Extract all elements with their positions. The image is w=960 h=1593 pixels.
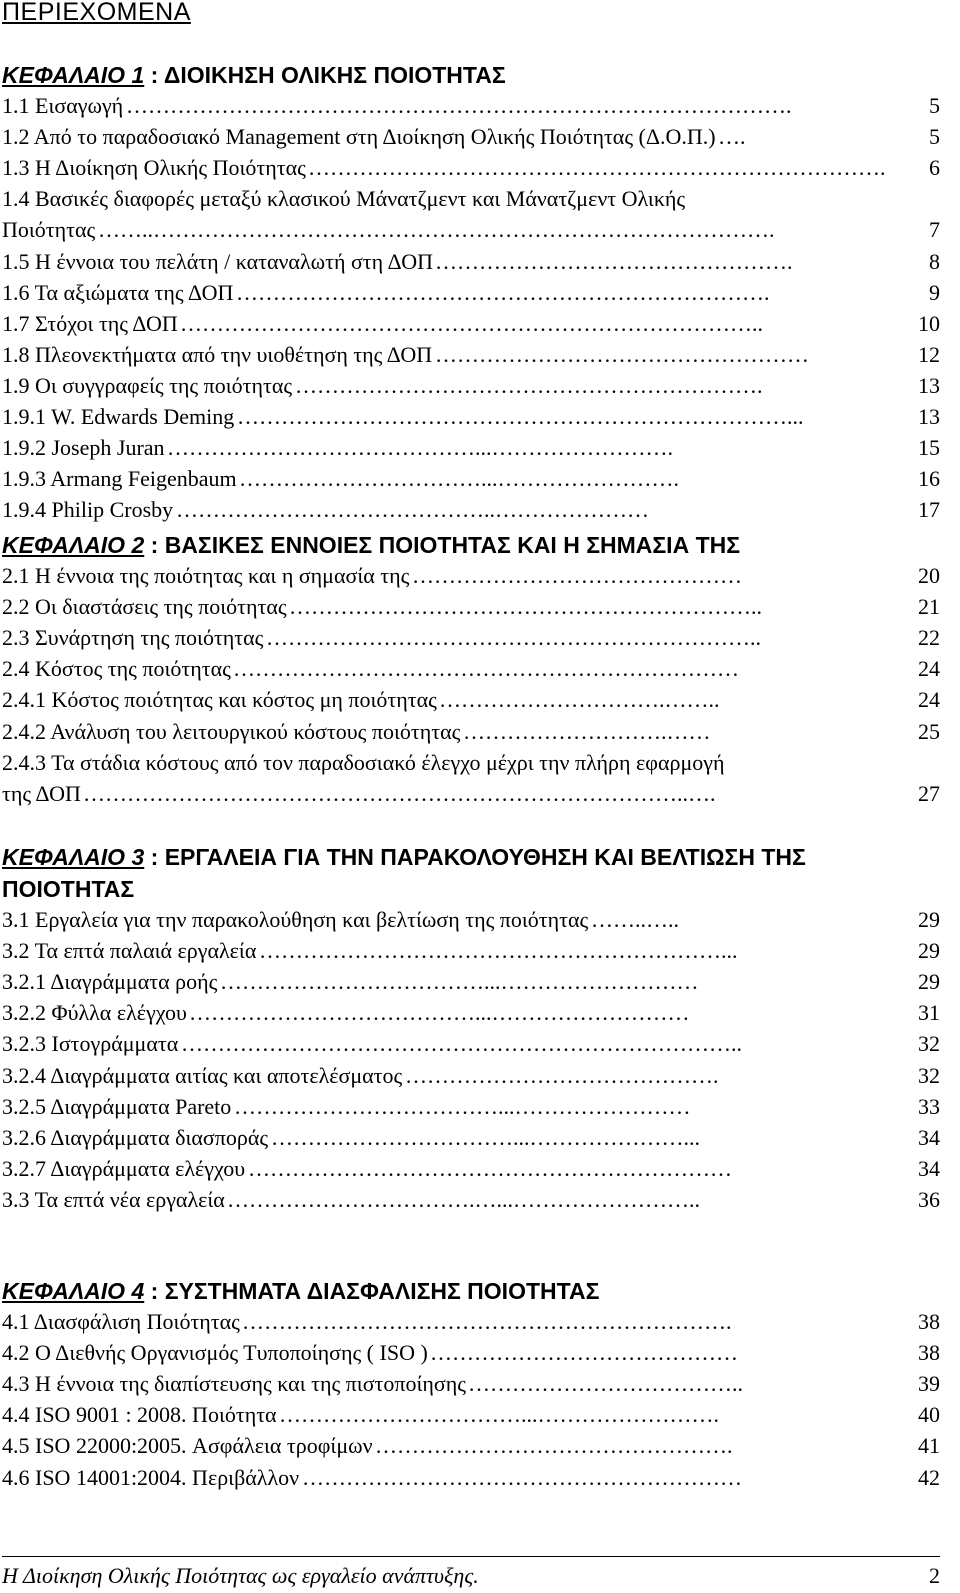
toc-leader-dots: …. — [718, 124, 746, 150]
toc-leader-dots: …………………………….…...…………………….. — [227, 1186, 700, 1212]
toc-page-number: 29 — [914, 935, 940, 966]
toc-entry[interactable] — [2, 1122, 940, 1153]
toc-entry[interactable] — [2, 716, 940, 747]
toc-leader-dots: ………………………………………………………….. — [266, 625, 761, 651]
toc-entry-text: 4.5 ISO 22000:2005. Ασφάλεια τροφίμων — [2, 1433, 373, 1459]
toc-page-number: 38 — [914, 1337, 940, 1368]
toc-entry[interactable] — [2, 1091, 940, 1122]
toc-leader-dots: ……………………………...……………………. — [239, 466, 679, 492]
toc-entry-text: 1.5 Η έννοια του πελάτη / καταναλωτή στη ΔΟΠ — [2, 248, 433, 274]
toc-title: ΠΕΡΙΕΧΟΜΕΝΑ — [2, 0, 191, 26]
toc-entry[interactable] — [2, 370, 940, 401]
toc-entry-text: 1.9.4 Philip Crosby — [2, 497, 174, 523]
toc-leader-dots: ………………………………………………………… — [248, 1155, 732, 1181]
toc-leader-dots: ………………………………...…………………… — [234, 1093, 691, 1119]
toc-page-number: 42 — [914, 1462, 940, 1493]
toc-page-number: 34 — [914, 1153, 940, 1184]
toc-entry[interactable] — [2, 1337, 940, 1368]
toc-page-number: 41 — [914, 1430, 940, 1461]
toc-entry-text: 3.2.3 Ιστογράμματα — [2, 1031, 179, 1057]
toc-leader-dots: ……………………………………...……………………. — [167, 435, 673, 461]
chapter-title: : ΣΥΣΤΗΜΑΤΑ ΔΙΑΣΦΑΛΙΣΗΣ ΠΟΙΟΤΗΤΑΣ — [144, 1278, 600, 1304]
toc-entry-text: 3.2.6 Διαγράμματα διασποράς — [2, 1124, 269, 1150]
toc-entry[interactable] — [2, 214, 940, 245]
toc-entry[interactable] — [2, 246, 940, 277]
toc-leader-dots: …………………………………………………………………….. — [180, 310, 763, 336]
toc-entry-text: 2.4.3 Τα στάδια κόστους από τον παραδοσιακό έλεγχο μέχρι την πλήρη εφαρμογή — [2, 749, 725, 775]
toc-page-number: 33 — [914, 1091, 940, 1122]
toc-page-number: 15 — [914, 432, 940, 463]
toc-entry[interactable] — [2, 401, 940, 432]
toc-leader-dots: …………………………………………. — [435, 248, 793, 274]
toc-page-number: 22 — [914, 622, 940, 653]
toc-page-number: 21 — [914, 591, 940, 622]
toc-entry-text: 3.2.4 Διαγράμματα αιτίας και αποτελέσματος — [2, 1062, 403, 1088]
toc-entry[interactable] — [2, 591, 940, 622]
toc-page-number: 17 — [914, 494, 940, 525]
toc-entry-text: 2.2 Οι διαστάσεις της ποιότητας — [2, 594, 287, 620]
footer-text: Η Διοίκηση Ολικής Ποιότητας ως εργαλείο ανάπτυξης. — [2, 1563, 479, 1588]
toc-page-number: 6 — [925, 152, 940, 183]
toc-page-number: 8 — [925, 246, 940, 277]
toc-leader-dots: ………………………………………………………... — [259, 938, 738, 964]
toc-entry-text: 1.1 Εισαγωγή — [2, 93, 124, 118]
toc-entry[interactable] — [2, 339, 940, 370]
toc-entry-text: 3.2.1 Διαγράμματα ροής — [2, 969, 218, 995]
toc-entry[interactable] — [2, 1060, 940, 1091]
toc-leader-dots: ………………………………………………………………………..…. — [83, 780, 716, 806]
chapter-title: : ΒΑΣΙΚΕΣ ΕΝΝΟΙΕΣ ΠΟΙΟΤΗΤΑΣ ΚΑΙ Η ΣΗΜΑΣΙΑ ΤΗΣ — [144, 532, 741, 558]
toc-page-number: 24 — [914, 684, 940, 715]
toc-leader-dots: ………………………….…….. — [439, 687, 720, 713]
toc-entry[interactable] — [2, 997, 940, 1028]
toc-entry[interactable] — [2, 778, 940, 809]
toc-leader-dots: …………………………………………………………. — [242, 1309, 732, 1334]
toc-entry-text: 3.3 Τα επτά νέα εργαλεία — [2, 1186, 225, 1212]
toc-page-number: 32 — [914, 1060, 940, 1091]
toc-page-number: 5 — [925, 121, 940, 152]
toc-leader-dots: ……………………………………………………………………. — [308, 155, 886, 181]
toc-leader-dots: ………………………………...……………………… — [220, 969, 699, 995]
toc-leader-dots: ……..….. — [591, 907, 679, 932]
chapter-title: : ΕΡΓΑΛΕΙΑ ΓΙΑ ΤΗΝ ΠΑΡΑΚΟΛΟΥΘΗΣΗ ΚΑΙ ΒΕΛΤΙΩΣΗ ΤΗΣ ΠΟΙΟΤΗΤΑΣ — [2, 844, 806, 902]
toc-entry[interactable] — [2, 1462, 940, 1493]
toc-page-number: 25 — [914, 716, 940, 747]
toc-entry-text: 3.1 Εργαλεία για την παρακολούθηση και βελτίωση της ποιότητας — [2, 907, 589, 932]
toc-entry[interactable] — [2, 622, 940, 653]
toc-page-number: 20 — [914, 560, 940, 591]
chapter-heading — [2, 529, 942, 561]
toc-entry-text: 4.4 ISO 9001 : 2008. Ποιότητα — [2, 1402, 277, 1428]
toc-entry[interactable] — [2, 183, 940, 214]
toc-page-number: 16 — [914, 463, 940, 494]
toc-page-number: 31 — [914, 997, 940, 1028]
toc-entry-text: της ΔΟΠ — [2, 780, 81, 806]
toc-entry-text: 2.3 Συνάρτηση της ποιότητας — [2, 625, 264, 651]
toc-leader-dots: ………………………………………………………………….. — [181, 1031, 742, 1057]
toc-entry[interactable] — [2, 277, 940, 308]
toc-entry[interactable] — [2, 121, 940, 152]
toc-entry[interactable] — [2, 1184, 940, 1215]
toc-page-number: 40 — [914, 1399, 940, 1430]
toc-entry-text: 2.1 Η έννοια της ποιότητας και η σημασία της — [2, 563, 410, 588]
toc-entry[interactable] — [2, 684, 940, 715]
chapter-heading — [2, 59, 942, 91]
toc-entry-text: 4.3 Η έννοια της διαπίστευσης και της πιστοποίησης — [2, 1371, 466, 1397]
toc-entry-text: 1.9.1 W. Edwards Deming — [2, 404, 235, 429]
toc-entry-text: 4.6 ISO 14001:2004. Περιβάλλον — [2, 1464, 300, 1490]
toc-entry[interactable] — [2, 904, 940, 935]
toc-page-number: 5 — [925, 90, 940, 121]
toc-entry[interactable] — [2, 1368, 940, 1399]
toc-page-number: 13 — [914, 370, 940, 401]
toc-page-number: 38 — [914, 1306, 940, 1337]
toc-entry[interactable] — [2, 747, 940, 778]
toc-entry[interactable] — [2, 432, 940, 463]
toc-entry-text: 2.4.1 Κόστος ποιότητας και κόστος μη ποιότητας — [2, 687, 437, 713]
toc-entry[interactable] — [2, 308, 940, 339]
toc-page-number: 12 — [914, 339, 940, 370]
toc-entry[interactable] — [2, 653, 940, 684]
toc-leader-dots: ……………………………………… — [412, 563, 742, 588]
toc-entry-text: 3.2.7 Διαγράμματα ελέγχου — [2, 1155, 246, 1181]
toc-entry-text: 1.3 Η Διοίκηση Ολικής Ποιότητας — [2, 155, 306, 181]
toc-leader-dots: ……..…………………………………………………………………………. — [98, 217, 775, 243]
toc-leader-dots: …………………………………… — [430, 1340, 738, 1366]
toc-entry[interactable] — [2, 966, 940, 997]
toc-leader-dots: ………………………………………………………. — [295, 372, 763, 398]
toc-page-number: 9 — [925, 277, 940, 308]
toc-entry[interactable] — [2, 1399, 940, 1430]
toc-entry[interactable] — [2, 463, 940, 494]
toc-entry-text: 2.4.2 Ανάλυση του λειτουργικού κόστους ποιότητας — [2, 718, 461, 744]
toc-leader-dots: ……………………………………………………….. — [289, 594, 762, 620]
toc-leader-dots: ……………………….…… — [463, 718, 711, 744]
chapter-heading — [2, 841, 942, 905]
toc-entry[interactable] — [2, 90, 940, 121]
toc-leader-dots: ……………………………………. — [405, 1062, 719, 1088]
toc-leader-dots: ………………………………………………………………. — [236, 279, 770, 305]
toc-entry[interactable] — [2, 1153, 940, 1184]
toc-entry-text: 4.2 Ο Διεθνής Οργανισμός Τυποποίησης ( ISO ) — [2, 1340, 428, 1366]
toc-page-number: 39 — [914, 1368, 940, 1399]
toc-entry[interactable] — [2, 1028, 940, 1059]
toc-entry[interactable] — [2, 1430, 940, 1461]
toc-entry-text: 3.2 Τα επτά παλαιά εργαλεία — [2, 938, 257, 964]
toc-entry-text: 1.9 Οι συγγραφείς της ποιότητας — [2, 372, 293, 398]
toc-entry-text: 1.9.2 Joseph Juran — [2, 435, 165, 461]
toc-entry-text: 4.1 Διασφάλιση Ποιότητας — [2, 1309, 240, 1334]
chapter-label: ΚΕΦΑΛΑΙΟ 1 — [2, 62, 145, 88]
toc-leader-dots: …………………………………………. — [375, 1433, 733, 1459]
toc-leader-dots: ……………………………………..………………… — [176, 497, 649, 523]
toc-leader-dots: ……………………………...…………………... — [271, 1124, 700, 1150]
toc-page-number: 24 — [914, 653, 940, 684]
toc-page-number: 34 — [914, 1122, 940, 1153]
chapter-label: ΚΕΦΑΛΑΙΟ 4 — [2, 1278, 145, 1304]
chapter-label: ΚΕΦΑΛΑΙΟ 2 — [2, 532, 145, 558]
toc-page-number: 7 — [925, 214, 940, 245]
toc-leader-dots: ……………………………...……………………. — [279, 1402, 719, 1428]
toc-entry-text: 1.2 Από το παραδοσιακό Management στη Διοίκηση Ολικής Ποιότητας (Δ.Ο.Π.) — [2, 124, 716, 150]
toc-entry[interactable] — [2, 560, 940, 591]
toc-entry[interactable] — [2, 152, 940, 183]
toc-page-number: 29 — [914, 904, 940, 935]
toc-leader-dots: …………………………………...……………………… — [189, 1000, 690, 1026]
toc-entry-text: 1.4 Βασικές διαφορές μεταξύ κλασικού Μάνατζμεντ και Μάνατζμεντ Ολικής — [2, 186, 686, 212]
toc-page-number: 13 — [914, 401, 940, 432]
toc-entry-text: 1.9.3 Armang Feigenbaum — [2, 466, 237, 492]
toc-page-number: 29 — [914, 966, 940, 997]
toc-entry-text: Ποιότητας — [2, 217, 96, 243]
toc-entry[interactable] — [2, 1306, 940, 1337]
toc-entry[interactable] — [2, 494, 940, 525]
chapter-label: ΚΕΦΑΛΑΙΟ 3 — [2, 844, 145, 870]
toc-entry-text: 1.8 Πλεονεκτήματα από την υιοθέτηση της ΔΟΠ — [2, 341, 433, 367]
toc-page-number: 27 — [914, 778, 940, 809]
toc-leader-dots: …………………………………………………… — [302, 1464, 742, 1490]
page-footer — [2, 1556, 940, 1589]
toc-leader-dots: ………………………………………………………………………………. — [126, 93, 792, 118]
toc-entry-text: 1.6 Τα αξιώματα της ΔΟΠ — [2, 279, 234, 305]
toc-leader-dots: ……………………………….. — [468, 1371, 743, 1397]
toc-page-number: 36 — [914, 1184, 940, 1215]
footer-page-number: 2 — [929, 1563, 940, 1588]
chapter-heading — [2, 1275, 942, 1307]
toc-entry-text: 1.7 Στόχοι της ΔΟΠ — [2, 310, 178, 336]
toc-leader-dots: …………………………………………………………………... — [237, 404, 804, 429]
toc-entry-text: 3.2.5 Διαγράμματα Pareto — [2, 1093, 232, 1119]
toc-entry-text: 3.2.2 Φύλλα ελέγχου — [2, 1000, 187, 1026]
chapter-title: : ΔΙΟΙΚΗΣΗ ΟΛΙΚΗΣ ΠΟΙΟΤΗΤΑΣ — [144, 62, 506, 88]
toc-leader-dots: …………………………………………………………… — [233, 656, 739, 682]
toc-entry-text: 2.4 Κόστος της ποιότητας — [2, 656, 231, 682]
toc-page-number: 10 — [914, 308, 940, 339]
toc-leader-dots: …………………………………………… — [435, 341, 809, 367]
toc-entry[interactable] — [2, 935, 940, 966]
toc-page-number: 32 — [914, 1028, 940, 1059]
